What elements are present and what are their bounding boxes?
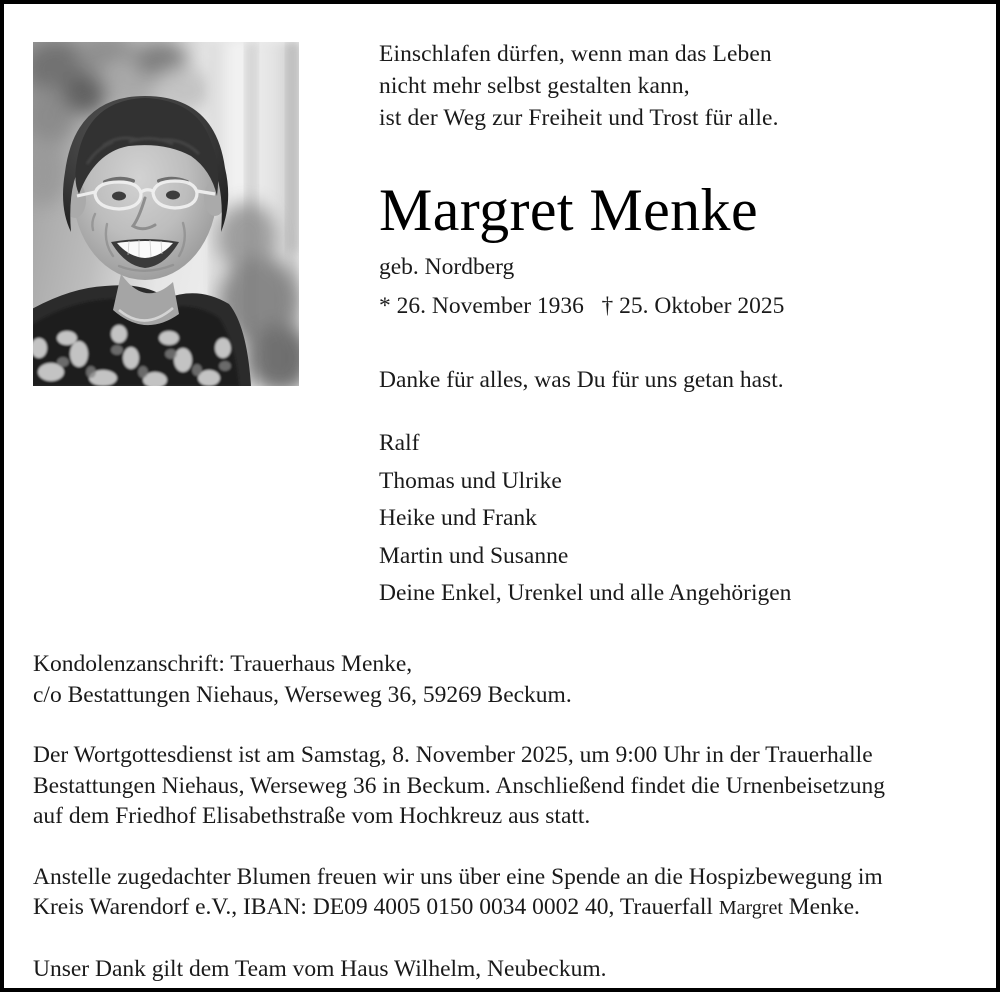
service-line: Bestattungen Niehaus, Werseweg 36 in Beckum. Anschließend findet die Urnenbeisetzung — [33, 772, 885, 799]
donation-case-firstname: Margret — [718, 897, 783, 919]
mourners-list — [379, 425, 979, 613]
lower-section — [33, 649, 975, 984]
donation-line: Anstelle zugedachter Blumen freuen wir uns über eine Spende an die Hospizbewegung im — [33, 863, 883, 890]
condolence-address-block — [33, 649, 975, 710]
condolence-address-line: Kondolenzanschrift: Trauerhaus Menke, — [33, 651, 413, 677]
donation-block — [33, 862, 975, 924]
donation-text: Kreis Warendorf e.V., IBAN: DE09 4005 0150 0034 0002 40, Trauerfall — [33, 894, 719, 920]
maiden-name: geb. Nordberg — [379, 254, 515, 280]
top-section — [4, 4, 1000, 624]
final-thanks-block — [33, 954, 975, 985]
donation-case-lastname: Menke. — [782, 894, 860, 920]
donation-line — [33, 892, 975, 924]
mourner-item: Deine Enkel, Urenkel und alle Angehörigen — [379, 580, 792, 606]
mourner-item: Ralf — [379, 430, 420, 456]
mourner-item: Thomas und Ulrike — [379, 467, 562, 494]
portrait-photo — [33, 42, 299, 386]
condolence-address-line: c/o Bestattungen Niehaus, Werseweg 36, 59269 Beckum. — [33, 681, 572, 708]
verse-line: nicht mehr selbst gestalten kann, — [379, 73, 690, 99]
service-line: Der Wortgottesdienst ist am Samstag, 8. November 2025, um 9:00 Uhr in der Trauerhalle — [33, 742, 873, 768]
verse-line: ist der Weg zur Freiheit und Trost für alle. — [379, 105, 779, 131]
deceased-name: Margret Menke — [379, 177, 758, 243]
verse-line: Einschlafen dürfen, wenn man das Leben — [379, 41, 772, 67]
memorial-verse — [379, 38, 979, 134]
service-line: auf dem Friedhof Elisabethstraße vom Hochkreuz aus statt. — [33, 803, 591, 829]
life-dates: * 26. November 1936 † 25. Oktober 2025 — [379, 293, 785, 319]
headline-column — [379, 38, 979, 613]
portrait-image — [33, 42, 299, 386]
mourner-item: Heike und Frank — [379, 505, 537, 531]
thanks-line: Danke für alles, was Du für uns getan hast. — [379, 367, 784, 393]
mourner-item: Martin und Susanne — [379, 542, 569, 569]
final-thanks-line: Unser Dank gilt dem Team vom Haus Wilhelm, Neubeckum. — [33, 955, 607, 982]
service-details-block — [33, 740, 975, 832]
